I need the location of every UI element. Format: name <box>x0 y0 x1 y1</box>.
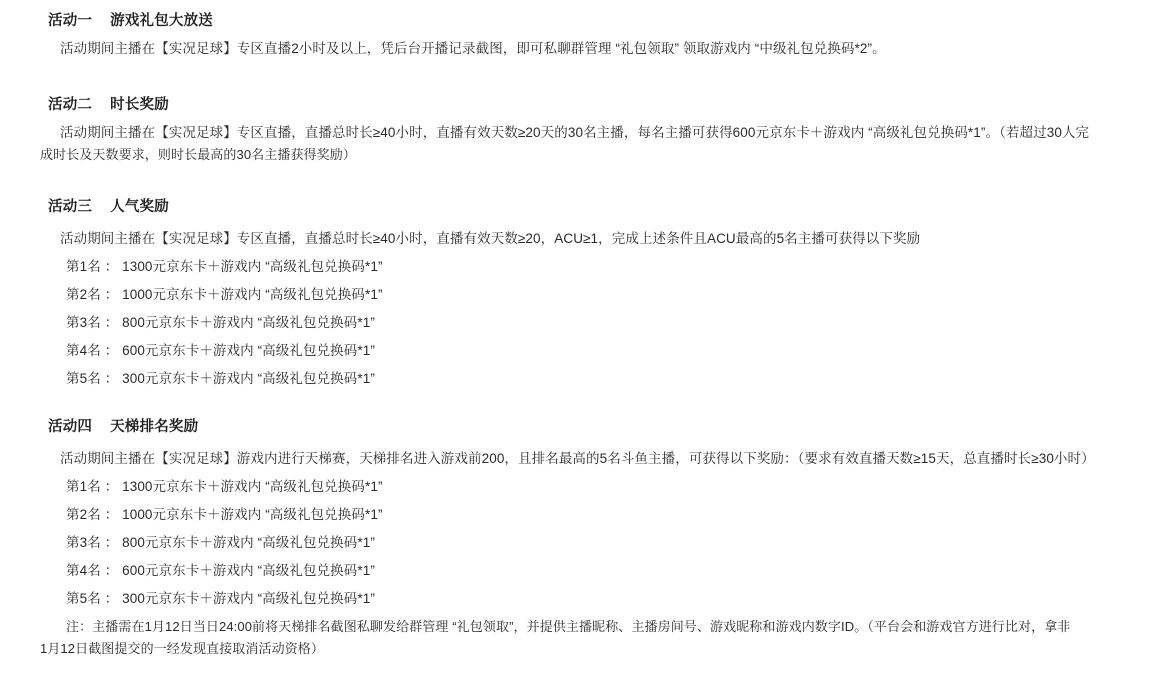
section-activity-two <box>20 94 1136 166</box>
section-four-note-2: 1月12日截图提交的一经发现直接取消活动资格） <box>40 641 324 656</box>
ladder-prize-rank-5: 第5名 ： 300元京东卡＋游戏内 “高级礼包兑换码*1” <box>66 591 375 606</box>
section-two-label: 活动二 <box>48 97 93 113</box>
section-two-name: 时长奖励 <box>110 97 169 113</box>
section-two-paragraph-1: 活动期间主播在【实况足球】专区直播，直播总时长≥40小时，直播有效天数≥20天的30名主播，每名主播可获得600元京东卡＋游戏内 “高级礼包兑换码*1”。（若超过30人完 <box>60 125 1090 140</box>
section-four-label: 活动四 <box>48 419 93 435</box>
section-four-paragraph-1: 活动期间主播在【实况足球】游戏内进行天梯赛，天梯排名进入游戏前200，且排名最高的5名斗鱼主播，可获得以下奖励：（要求有效直播天数≥15天，总直播时长≥30小时） <box>60 451 1095 466</box>
prize-rank-5: 第5名 ： 300元京东卡＋游戏内 “高级礼包兑换码*1” <box>66 371 375 386</box>
section-one-label: 活动一 <box>48 13 93 29</box>
prize-rank-4: 第4名 ： 600元京东卡＋游戏内 “高级礼包兑换码*1” <box>66 343 375 358</box>
ladder-prize-rank-3: 第3名 ： 800元京东卡＋游戏内 “高级礼包兑换码*1” <box>66 535 375 550</box>
prize-rank-3: 第3名 ： 800元京东卡＋游戏内 “高级礼包兑换码*1” <box>66 315 375 330</box>
section-four-note-1: 注：主播需在1月12日当日24:00前将天梯排名截图私聊发给群管理 “礼包领取”，并提供主播昵称、主播房间号、游戏昵称和游戏内数字ID。（平台会和游戏官方进行比对，拿非 <box>66 619 1071 634</box>
ladder-prize-rank-4: 第4名 ： 600元京东卡＋游戏内 “高级礼包兑换码*1” <box>66 563 375 578</box>
section-two-title <box>48 94 1136 116</box>
section-activity-three <box>20 196 1136 390</box>
section-three-paragraph-1: 活动期间主播在【实况足球】专区直播，直播总时长≥40小时，直播有效天数≥20，ACU≥1，完成上述条件且ACU最高的5名主播可获得以下奖励 <box>60 231 921 246</box>
section-activity-one <box>20 10 1136 60</box>
section-three-title <box>48 196 1136 218</box>
ladder-prize-rank-1: 第1名 ： 1300元京东卡＋游戏内 “高级礼包兑换码*1” <box>66 479 383 494</box>
section-four-title <box>48 416 1136 438</box>
section-three-label: 活动三 <box>48 199 93 215</box>
section-one-paragraph-1: 活动期间主播在【实况足球】专区直播2小时及以上，凭后台开播记录截图，即可私聊群管理 “礼包领取” 领取游戏内 “中级礼包兑换码*2”。 <box>60 41 886 56</box>
section-one-name: 游戏礼包大放送 <box>110 13 214 29</box>
prize-rank-1: 第1名 ： 1300元京东卡＋游戏内 “高级礼包兑换码*1” <box>66 259 383 274</box>
section-activity-four <box>20 416 1136 660</box>
section-two-paragraph-2: 成时长及天数要求，则时长最高的30名主播获得奖励） <box>40 147 356 162</box>
section-four-name: 天梯排名奖励 <box>110 419 199 435</box>
prize-rank-2: 第2名 ： 1000元京东卡＋游戏内 “高级礼包兑换码*1” <box>66 287 383 302</box>
section-one-title <box>48 10 1136 32</box>
section-three-name: 人气奖励 <box>110 199 169 215</box>
ladder-prize-rank-2: 第2名 ： 1000元京东卡＋游戏内 “高级礼包兑换码*1” <box>66 507 383 522</box>
